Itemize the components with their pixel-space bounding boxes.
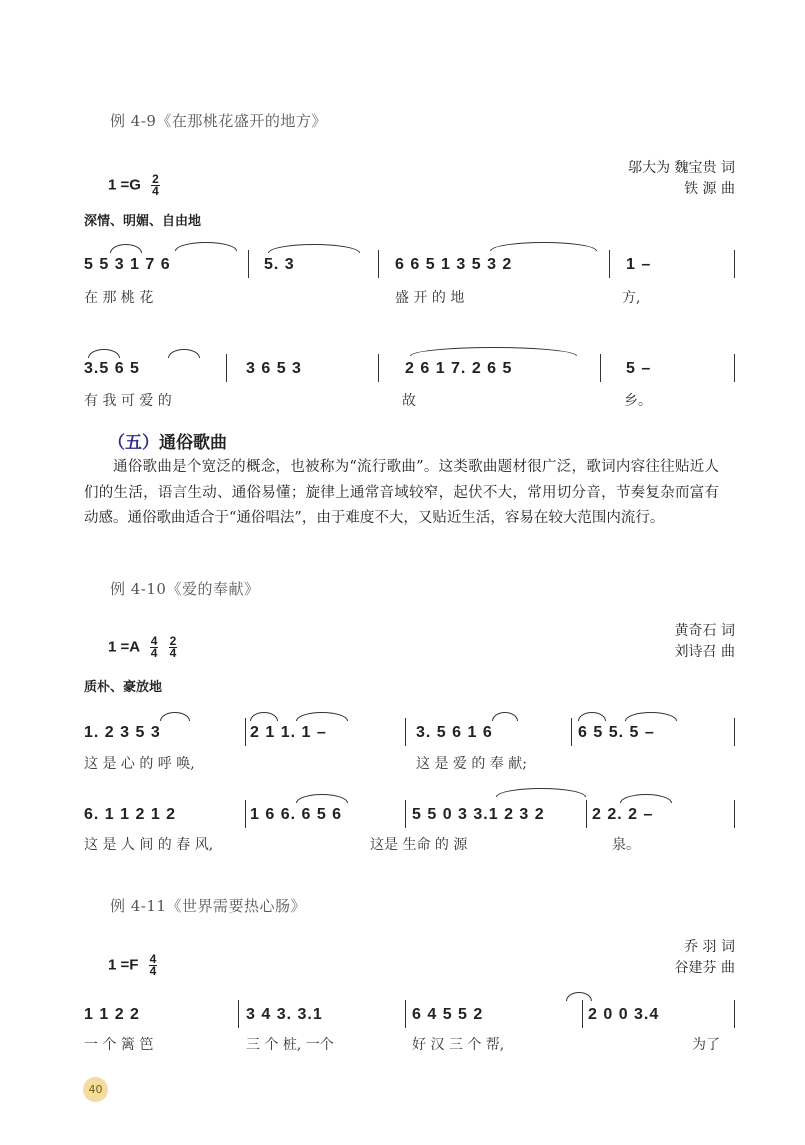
lyrics-line: 这 是 人 间 的 春 风, — [84, 837, 214, 853]
slur — [496, 788, 586, 797]
slur — [168, 349, 200, 358]
slur — [160, 712, 190, 721]
bar-line — [405, 1000, 406, 1028]
notation-measure: 3.5 6 5 — [84, 360, 140, 377]
slur — [625, 712, 677, 721]
meter-denominator: 4 — [150, 646, 158, 660]
slur — [490, 242, 597, 251]
key-label: 1 =G — [108, 176, 141, 194]
bar-line — [734, 800, 735, 828]
notation-measure: 3. 5 6 1 6 — [416, 724, 493, 741]
bar-line — [226, 354, 227, 382]
page-number: 40 — [83, 1077, 108, 1102]
time-signature-alt — [169, 636, 178, 659]
meter-denominator: 4 — [149, 964, 157, 978]
slur — [578, 712, 606, 721]
slur — [492, 712, 518, 721]
tempo-marking: 质朴、豪放地 — [84, 680, 163, 695]
lyrics-line: 方, — [622, 290, 641, 306]
lyrics-line: 在 那 桃 花 — [84, 290, 154, 306]
notation-measure: 6 4 5 5 2 — [412, 1006, 484, 1023]
bar-line — [378, 250, 379, 278]
lyrics-line: 这 是 爱 的 奉 献; — [416, 756, 527, 772]
slur — [88, 349, 120, 358]
bar-line — [734, 354, 735, 382]
meter-denominator: 4 — [152, 184, 159, 198]
notation-measure: 2 6 1 7. 2 6 5 — [405, 360, 513, 377]
lyrics-line: 这 是 心 的 呼 唤, — [84, 756, 195, 772]
slur — [566, 992, 592, 1001]
key-signature — [108, 174, 160, 197]
lyrics-line: 乡。 — [624, 393, 652, 409]
bar-line — [586, 800, 587, 828]
notation-measure: 1 6 6. 6 5 6 — [250, 806, 343, 823]
lyrics-line: 盛 开 的 地 — [395, 290, 465, 306]
section-number: （五） — [108, 433, 159, 453]
notation-measure: 1 1 2 2 — [84, 1006, 140, 1023]
notation-measure: 3 4 3. 3.1 — [246, 1006, 323, 1023]
lyricist-credit: 黄奇石 词 — [674, 623, 735, 639]
time-signature — [151, 174, 160, 197]
meter-numerator: 2 — [169, 634, 177, 648]
composer-credit: 谷建芬 曲 — [674, 960, 735, 976]
meter-denominator: 4 — [169, 646, 177, 660]
time-signature — [149, 954, 158, 977]
lyrics-line: 这是 生命 的 源 — [370, 837, 468, 853]
slur — [250, 712, 278, 721]
section-paragraph: 通俗歌曲是个宽泛的概念，也被称为“流行歌曲”。这类歌曲题材很广泛，歌词内容往往贴近人们的生活，语言生动、通俗易懂；旋律上通常音域较窄，起伏不大，常用切分音，节奏复杂而富有动感。通俗歌曲适合于“通俗唱法”，由于难度不大，又贴近生活，容易在较大范围内流行。 — [84, 459, 719, 526]
notation-measure: 2 1 1. 1 – — [250, 724, 327, 741]
notation-measure: 3 6 5 3 — [246, 360, 302, 377]
slur — [296, 712, 348, 721]
lyrics-line: 有 我 可 爱 的 — [84, 393, 172, 409]
bar-line — [378, 354, 379, 382]
bar-line — [600, 354, 601, 382]
example-title: 例 4-11《世界需要热心肠》 — [110, 897, 306, 915]
lyricist-credit: 邬大为 魏宝贵 词 — [628, 160, 735, 176]
meter-numerator: 2 — [152, 172, 159, 186]
notation-measure: 1 – — [626, 256, 652, 273]
notation-measure: 2 0 0 3.4 — [588, 1006, 660, 1023]
bar-line — [405, 718, 406, 746]
section-title: 通俗歌曲 — [159, 433, 227, 453]
notation-measure: 6 6 5 1 3 5 3 2 — [395, 256, 513, 273]
slur — [296, 794, 348, 803]
key-label: 1 =F — [108, 956, 139, 974]
slur — [175, 242, 237, 251]
time-signature — [150, 636, 159, 659]
bar-line — [248, 250, 249, 278]
bar-line — [734, 718, 735, 746]
tempo-marking: 深情、明媚、自由地 — [84, 214, 202, 229]
example-title: 例 4-10《爱的奉献》 — [110, 580, 260, 598]
key-signature — [108, 636, 177, 659]
notation-measure: 5 – — [626, 360, 652, 377]
lyrics-line: 好 汉 三 个 帮, — [412, 1037, 505, 1053]
bar-line — [405, 800, 406, 828]
meter-numerator: 4 — [150, 634, 158, 648]
notation-measure: 5 5 0 3 3.1 2 3 2 — [412, 806, 545, 823]
notation-measure: 5. 3 — [264, 256, 295, 273]
lyricist-credit: 乔 羽 词 — [684, 939, 735, 955]
slur — [410, 347, 577, 356]
notation-measure: 5 5 3 1 7 6 — [84, 256, 171, 273]
slur — [268, 244, 360, 253]
lyrics-line: 泉。 — [612, 837, 640, 853]
bar-line — [238, 1000, 239, 1028]
notation-measure: 1. 2 3 5 3 — [84, 724, 161, 741]
bar-line — [734, 250, 735, 278]
example-title: 例 4-9《在那桃花盛开的地方》 — [110, 112, 327, 130]
lyrics-line: 三 个 桩, 一个 — [246, 1037, 334, 1053]
composer-credit: 刘诗召 曲 — [674, 644, 735, 660]
bar-line — [245, 800, 246, 828]
bar-line — [571, 718, 572, 746]
key-signature — [108, 954, 157, 977]
lyrics-line: 故 — [402, 393, 416, 409]
section-heading — [108, 428, 227, 453]
bar-line — [734, 1000, 735, 1028]
lyrics-line: 一 个 篱 笆 — [84, 1037, 154, 1053]
notation-measure: 6. 1 1 2 1 2 — [84, 806, 177, 823]
composer-credit: 铁 源 曲 — [684, 181, 735, 197]
lyrics-line: 为了 — [692, 1037, 720, 1053]
bar-line — [245, 718, 246, 746]
notation-measure: 6 5 5. 5 – — [578, 724, 655, 741]
meter-numerator: 4 — [149, 952, 157, 966]
notation-measure: 2 2. 2 – — [592, 806, 654, 823]
bar-line — [609, 250, 610, 278]
key-label: 1 =A — [108, 638, 140, 656]
slur — [110, 244, 142, 253]
bar-line — [582, 1000, 583, 1028]
slur — [620, 794, 672, 803]
